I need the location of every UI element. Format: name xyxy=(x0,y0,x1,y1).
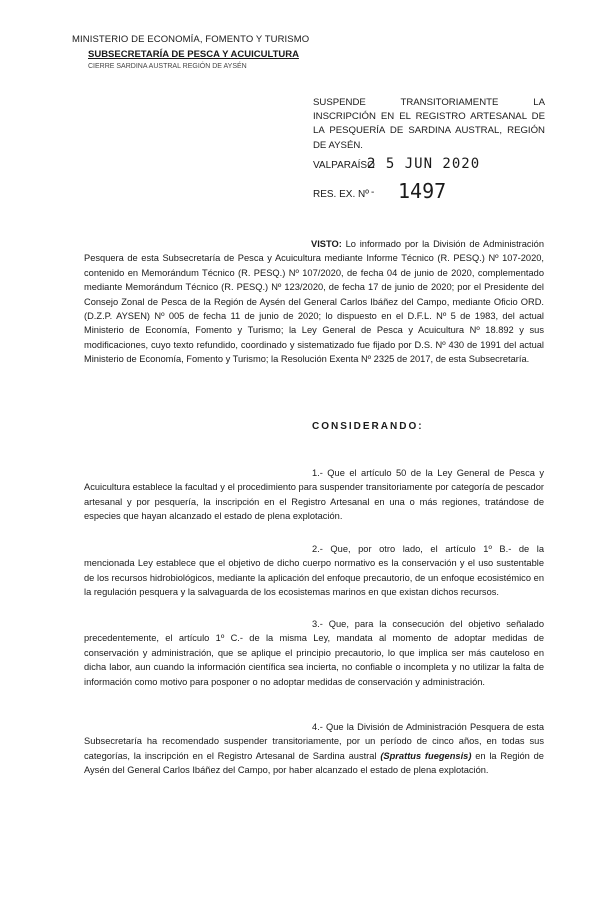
resolution-label: RES. EX. Nº xyxy=(313,189,369,200)
considerando-1-text: 1.- Que el artículo 50 de la Ley General de Pesca y Acuicultura establece la facultad y el procedimiento para suspender transitoriamente por categoría de pescador artesanal y por pesquería, la inscripción en el Registro Artesanal en una o más regiones, tratándose de especies que hayan alcanzado el estado de plena explotación. xyxy=(84,468,544,522)
visto-text: Lo informado por la División de Administración Pesquera de esta Subsecretaría de Pesca y Acuicultura mediante Informe Técnico (R. PESQ.) Nº 107-2020, contenido en Memorándum Técnico (R. PESQ.) Nº 107/2020, de fecha 04 de junio de 2020, complementado mediante Memorándum Técnico (R. PESQ.) Nº 123/2020, de fecha 17 de junio de 2020; por el Presidente del Consejo Zonal de Pesca de la Región de Aysén del General Carlos Ibáñez del Campo, mediante Oficio ORD. (D.Z.P. AYSEN) Nº 005 de fecha 11 de junio de 2020; lo dispuesto en el D.F.L. Nº 5 de 1983, del actual Ministerio de Economía, Fomento y Turismo; la Ley General de Pesca y Acuicultura Nº 18.892 y sus modificaciones, cuyo texto refundido, coordinado y sistematizado fue fijado por D.S. Nº 430 de 1991 del actual Ministerio de Economía, Fomento y Turismo; la Resolución Exenta Nº 2325 de 2017, de esta Subsecretaría. xyxy=(84,239,544,365)
dateline-city: VALPARAÍSO xyxy=(313,160,375,171)
visto-label: VISTO: xyxy=(311,239,342,249)
species-name: (Sprattus fuegensis) xyxy=(380,750,472,761)
resolution-title: SUSPENDE TRANSITORIAMENTE LA INSCRIPCIÓN EN EL REGISTRO ARTESANAL DE LA PESQUERÍA DE SARDINA AUSTRAL, REGIÓN DE AYSÉN. xyxy=(313,97,545,151)
considerando-3-text: 3.- Que, para la consecución del objetivo señalado precedentemente, el artículo 1º C.- de la misma Ley, mandata al momento de adoptar medidas de conservación y administración, que se aplique el principio precautorio, lo que implica ser más cauteloso en dicha labor, aun cuando la información científica sea incierta, no confiable o incompleta y no utilizar la falta de información como motivo para posponer o no adoptar medidas de conservación y administración. xyxy=(84,619,544,687)
document-reference: CIERRE SARDINA AUSTRAL REGIÓN DE AYSÉN xyxy=(88,63,247,70)
dateline-stamp-date: 2 5 JUN 2020 xyxy=(367,156,481,172)
resolution-dash: - xyxy=(371,187,375,198)
considerando-3 xyxy=(84,617,544,689)
considerando-2 xyxy=(84,542,544,600)
considerando-4-text-end: en la Región de Aysén del General Carlos Ibáñez del Campo, por haber alcanzado el estado de plena explotación. xyxy=(84,750,544,776)
considerando-1 xyxy=(84,466,544,524)
resolution-number: 1497 xyxy=(398,179,447,203)
subsecretaria-name: SUBSECRETARÍA DE PESCA Y ACUICULTURA xyxy=(88,49,299,60)
considerando-4-text: 4.- Que la División de Administración Pesquera de esta Subsecretaría ha recomendado suspender transitoriamente, por un período de cinco años, en todas sus categorías, la inscripción en el Registro Artesanal de Sardina austral xyxy=(84,722,544,761)
ministry-name: MINISTERIO DE ECONOMÍA, FOMENTO Y TURISMO xyxy=(72,34,310,45)
considerando-2-text: 2.- Que, por otro lado, el artículo 1º B.- de la mencionada Ley establece que el objetivo de dicho cuerpo normativo es la conservación y el uso sustentable de los recursos hidrobiológicos, mediante la aplicación del enfoque precautorio, de un enfoque ecosistémico en la regulación pesquera y la salvaguarda de los ecosistemas marinos en que existan dichos recursos. xyxy=(84,544,544,598)
considerando-4 xyxy=(84,720,544,778)
visto-paragraph xyxy=(84,237,544,367)
considerando-heading: CONSIDERANDO: xyxy=(312,421,424,432)
